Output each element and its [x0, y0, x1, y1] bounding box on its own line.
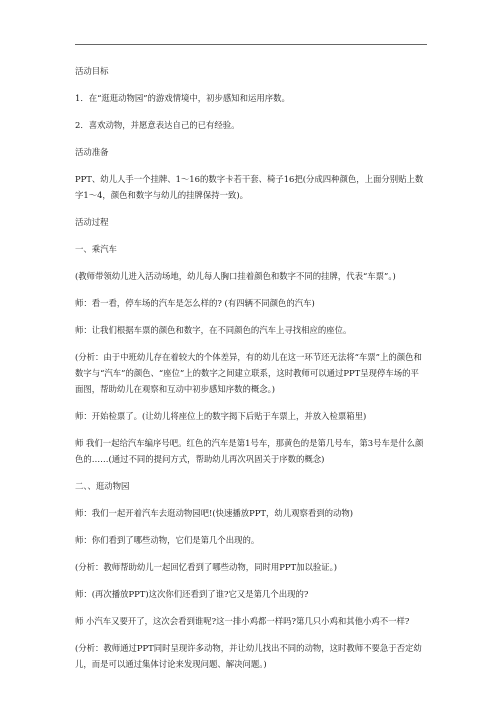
goal-item-2: 2．喜欢动物，并愿意表达自己的已有经验。 [75, 120, 240, 130]
paragraph: 师：开始检票了。(让幼儿将座位上的数字揭下后贴于车票上，并放入检票箱里) [75, 411, 367, 421]
paragraph: 师：让我们根据车票的颜色和数字，在不同颜色的汽车上寻找相应的座位。 [75, 325, 352, 335]
analysis-paragraph: (分析：由于中班幼儿存在着较大的个体差异，有的幼儿在这一环节还无法将“车票”上的颜色和数字与“汽车”的颜色、“座位”上的数字之间建立联系，这时教师可以通过PPT呈现停车场的平面图，帮助幼儿在观察和互动中初步感知序数的概念。) [75, 352, 422, 394]
header-rule [75, 44, 427, 45]
paragraph: 师 我们一起给汽车编序号吧。红色的汽车是第1号车，那黄色的是第几号车，第3号车是什么颜色的……(通过不同的提问方式，帮助幼儿再次巩固关于序数的概念) [75, 438, 424, 464]
paragraph: 师：(再次播放PPT)这次你们还看到了谁?它又是第几个出现的? [75, 589, 309, 599]
analysis-paragraph: (分析：教师帮助幼儿一起回忆看到了哪些动物，同时用PPT加以验证。) [75, 562, 338, 572]
section-heading-preparation: 活动准备 [75, 147, 109, 157]
goal-item-1: 1．在“逛逛动物园”的游戏情境中，初步感知和运用序数。 [75, 93, 290, 103]
paragraph: 师 小汽车又要开了，这次会看到谁呢?这一排小鸡都一样吗?第几只小鸡和其他小鸡不一样? [75, 616, 410, 626]
section-heading-process: 活动过程 [75, 217, 109, 227]
document-body [75, 63, 427, 683]
paragraph: 师：看一看，停车场的汽车是怎么样的? (有四辆不同颜色的汽车) [75, 298, 315, 308]
preparation-text: PPT、幼儿人手一个挂牌、1～16的数字卡若干套、椅子16把(分成四种颜色，上面分别贴上数字1～4，颜色和数字与幼儿的挂牌保持一致)。 [75, 174, 424, 200]
paragraph: 师：你们看到了哪些动物，它们是第几个出现的。 [75, 535, 260, 545]
paragraph: 师：我们一起开着汽车去逛动物园吧!(快速播放PPT，幼儿观察看到的动物) [75, 508, 354, 518]
subheading-visit-zoo: 二、、逛动物园 [75, 481, 130, 491]
subheading-ride-bus: 一、乘汽车 [75, 244, 117, 254]
analysis-paragraph: (分析：教师通过PPT同时呈现许多动物，并让幼儿找出不同的动物，这时教师不要急于否定幼儿，而是可以通过集体讨论来发现问题、解决问题。) [75, 643, 422, 669]
section-heading-goals: 活动目标 [75, 66, 109, 76]
paragraph: (教师带领幼儿进入活动场地，幼儿每人胸口挂着颜色和数字不同的挂牌，代表“车票”。) [75, 271, 396, 281]
